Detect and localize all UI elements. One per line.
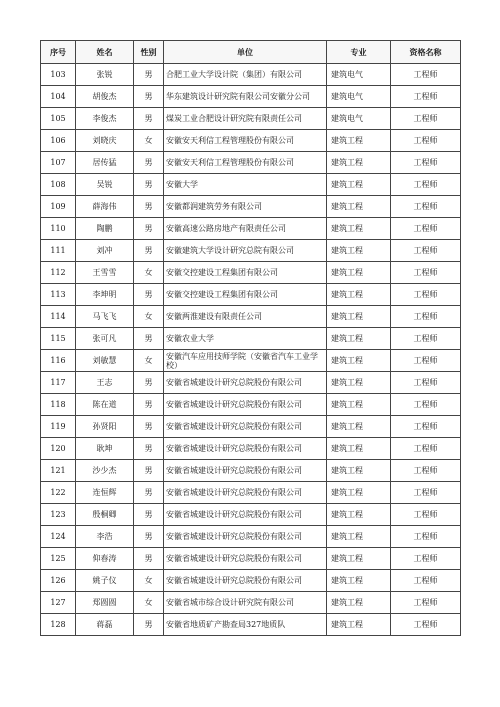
cell-unit: 安徽两淮建设有限责任公司 — [164, 306, 327, 328]
cell-major: 建筑工程 — [327, 504, 391, 526]
cell-major: 建筑工程 — [327, 372, 391, 394]
cell-name: 王雪雪 — [76, 262, 134, 284]
cell-sex: 男 — [134, 482, 164, 504]
table-row — [41, 394, 461, 416]
cell-major: 建筑工程 — [327, 174, 391, 196]
cell-title: 工程师 — [391, 64, 461, 86]
cell-unit: 安徽交控建设工程集团有限公司 — [164, 284, 327, 306]
cell-unit: 安徽交控建设工程集团有限公司 — [164, 262, 327, 284]
cell-major: 建筑工程 — [327, 438, 391, 460]
cell-title: 工程师 — [391, 350, 461, 372]
cell-title: 工程师 — [391, 152, 461, 174]
cell-sex: 男 — [134, 240, 164, 262]
cell-no: 124 — [41, 526, 76, 548]
cell-no: 119 — [41, 416, 76, 438]
cell-name: 连恒辉 — [76, 482, 134, 504]
cell-unit: 安徽安天利信工程管理股份有限公司 — [164, 130, 327, 152]
cell-major: 建筑工程 — [327, 548, 391, 570]
cell-no: 125 — [41, 548, 76, 570]
cell-no: 123 — [41, 504, 76, 526]
cell-major: 建筑工程 — [327, 240, 391, 262]
cell-name: 胡俊杰 — [76, 86, 134, 108]
cell-sex: 女 — [134, 350, 164, 372]
cell-no: 116 — [41, 350, 76, 372]
cell-major: 建筑电气 — [327, 108, 391, 130]
cell-major: 建筑电气 — [327, 64, 391, 86]
table-row — [41, 460, 461, 482]
cell-name: 蒋磊 — [76, 614, 134, 636]
cell-title: 工程师 — [391, 86, 461, 108]
cell-major: 建筑工程 — [327, 306, 391, 328]
cell-sex: 男 — [134, 504, 164, 526]
cell-name: 刘冲 — [76, 240, 134, 262]
cell-no: 122 — [41, 482, 76, 504]
cell-sex: 女 — [134, 570, 164, 592]
cell-sex: 男 — [134, 460, 164, 482]
cell-unit: 安徽省城建设计研究总院股份有限公司 — [164, 504, 327, 526]
cell-title: 工程师 — [391, 218, 461, 240]
table-row — [41, 526, 461, 548]
table-row — [41, 218, 461, 240]
table-row — [41, 64, 461, 86]
table-row — [41, 482, 461, 504]
cell-no: 105 — [41, 108, 76, 130]
cell-unit: 安徽建筑大学设计研究总院有限公司 — [164, 240, 327, 262]
cell-unit: 安徽省城建设计研究总院股份有限公司 — [164, 394, 327, 416]
table-row — [41, 130, 461, 152]
header-unit: 单位 — [164, 41, 327, 64]
table-row — [41, 240, 461, 262]
header-major: 专业 — [327, 41, 391, 64]
cell-unit: 安徽省城建设计研究总院股份有限公司 — [164, 416, 327, 438]
cell-sex: 女 — [134, 306, 164, 328]
cell-title: 工程师 — [391, 394, 461, 416]
cell-sex: 男 — [134, 614, 164, 636]
cell-sex: 男 — [134, 174, 164, 196]
cell-major: 建筑工程 — [327, 350, 391, 372]
cell-major: 建筑工程 — [327, 284, 391, 306]
cell-no: 106 — [41, 130, 76, 152]
cell-name: 马飞飞 — [76, 306, 134, 328]
cell-major: 建筑工程 — [327, 416, 391, 438]
cell-major: 建筑工程 — [327, 152, 391, 174]
cell-major: 建筑工程 — [327, 592, 391, 614]
roster-table — [40, 40, 461, 636]
cell-sex: 男 — [134, 86, 164, 108]
cell-sex: 男 — [134, 218, 164, 240]
cell-no: 117 — [41, 372, 76, 394]
table-header — [41, 41, 461, 64]
cell-unit: 安徽农业大学 — [164, 328, 327, 350]
cell-sex: 男 — [134, 152, 164, 174]
cell-major: 建筑工程 — [327, 460, 391, 482]
cell-unit: 安徽省城市综合设计研究院有限公司 — [164, 592, 327, 614]
cell-title: 工程师 — [391, 526, 461, 548]
cell-title: 工程师 — [391, 504, 461, 526]
cell-unit: 安徽省城建设计研究总院股份有限公司 — [164, 372, 327, 394]
cell-unit: 安徽安天利信工程管理股份有限公司 — [164, 152, 327, 174]
cell-name: 孙贤阳 — [76, 416, 134, 438]
cell-no: 110 — [41, 218, 76, 240]
cell-unit: 安徽汽车应用技师学院（安徽省汽车工业学校） — [164, 350, 327, 372]
table-row — [41, 548, 461, 570]
cell-no: 114 — [41, 306, 76, 328]
cell-name: 刘敏慧 — [76, 350, 134, 372]
cell-title: 工程师 — [391, 372, 461, 394]
cell-name: 耿坤 — [76, 438, 134, 460]
cell-title: 工程师 — [391, 284, 461, 306]
cell-name: 吴锐 — [76, 174, 134, 196]
cell-sex: 男 — [134, 196, 164, 218]
cell-major: 建筑工程 — [327, 196, 391, 218]
cell-name: 陈在道 — [76, 394, 134, 416]
cell-name: 王志 — [76, 372, 134, 394]
cell-sex: 女 — [134, 130, 164, 152]
cell-title: 工程师 — [391, 174, 461, 196]
table-row — [41, 174, 461, 196]
cell-no: 107 — [41, 152, 76, 174]
cell-no: 128 — [41, 614, 76, 636]
cell-title: 工程师 — [391, 570, 461, 592]
header-title: 资格名称 — [391, 41, 461, 64]
cell-title: 工程师 — [391, 614, 461, 636]
cell-title: 工程师 — [391, 548, 461, 570]
cell-name: 郑圆圆 — [76, 592, 134, 614]
table-row — [41, 570, 461, 592]
cell-major: 建筑工程 — [327, 218, 391, 240]
cell-sex: 男 — [134, 416, 164, 438]
cell-sex: 男 — [134, 372, 164, 394]
cell-name: 刘晓庆 — [76, 130, 134, 152]
cell-unit: 安徽省城建设计研究总院股份有限公司 — [164, 526, 327, 548]
cell-title: 工程师 — [391, 328, 461, 350]
cell-major: 建筑工程 — [327, 394, 391, 416]
cell-sex: 女 — [134, 262, 164, 284]
cell-sex: 男 — [134, 548, 164, 570]
cell-major: 建筑工程 — [327, 614, 391, 636]
table-row — [41, 306, 461, 328]
cell-name: 姚子仪 — [76, 570, 134, 592]
header-no: 序号 — [41, 41, 76, 64]
cell-title: 工程师 — [391, 130, 461, 152]
cell-sex: 男 — [134, 328, 164, 350]
cell-no: 112 — [41, 262, 76, 284]
cell-title: 工程师 — [391, 306, 461, 328]
cell-title: 工程师 — [391, 108, 461, 130]
cell-major: 建筑工程 — [327, 262, 391, 284]
header-name: 姓名 — [76, 41, 134, 64]
table-row — [41, 504, 461, 526]
cell-major: 建筑工程 — [327, 570, 391, 592]
cell-no: 109 — [41, 196, 76, 218]
table-row — [41, 86, 461, 108]
cell-no: 121 — [41, 460, 76, 482]
cell-name: 沙少杰 — [76, 460, 134, 482]
cell-sex: 男 — [134, 64, 164, 86]
cell-unit: 安徽高速公路房地产有限责任公司 — [164, 218, 327, 240]
cell-name: 居传猛 — [76, 152, 134, 174]
cell-title: 工程师 — [391, 482, 461, 504]
cell-name: 陶鹏 — [76, 218, 134, 240]
cell-sex: 男 — [134, 394, 164, 416]
cell-name: 仰春涛 — [76, 548, 134, 570]
table-row — [41, 372, 461, 394]
cell-name: 张锐 — [76, 64, 134, 86]
cell-title: 工程师 — [391, 460, 461, 482]
cell-major: 建筑工程 — [327, 482, 391, 504]
cell-sex: 女 — [134, 592, 164, 614]
table-row — [41, 592, 461, 614]
table-row — [41, 328, 461, 350]
cell-no: 104 — [41, 86, 76, 108]
cell-unit: 安徽省城建设计研究总院股份有限公司 — [164, 570, 327, 592]
cell-sex: 男 — [134, 108, 164, 130]
cell-unit: 华东建筑设计研究院有限公司安徽分公司 — [164, 86, 327, 108]
cell-no: 118 — [41, 394, 76, 416]
cell-name: 殷桐卿 — [76, 504, 134, 526]
table-row — [41, 614, 461, 636]
cell-title: 工程师 — [391, 438, 461, 460]
header-sex: 性别 — [134, 41, 164, 64]
cell-no: 113 — [41, 284, 76, 306]
cell-major: 建筑工程 — [327, 526, 391, 548]
header-row — [41, 41, 461, 64]
cell-name: 张可凡 — [76, 328, 134, 350]
cell-unit: 安徽都润建筑劳务有限公司 — [164, 196, 327, 218]
table-row — [41, 438, 461, 460]
cell-sex: 男 — [134, 526, 164, 548]
table-row — [41, 262, 461, 284]
cell-name: 李坤明 — [76, 284, 134, 306]
table-row — [41, 350, 461, 372]
cell-name: 李浩 — [76, 526, 134, 548]
cell-sex: 男 — [134, 284, 164, 306]
cell-title: 工程师 — [391, 240, 461, 262]
cell-unit: 安徽省城建设计研究总院股份有限公司 — [164, 438, 327, 460]
cell-title: 工程师 — [391, 196, 461, 218]
table-row — [41, 196, 461, 218]
cell-major: 建筑工程 — [327, 130, 391, 152]
cell-title: 工程师 — [391, 262, 461, 284]
cell-no: 126 — [41, 570, 76, 592]
cell-no: 108 — [41, 174, 76, 196]
cell-unit: 安徽省城建设计研究总院股份有限公司 — [164, 548, 327, 570]
cell-no: 120 — [41, 438, 76, 460]
cell-major: 建筑电气 — [327, 86, 391, 108]
cell-sex: 男 — [134, 438, 164, 460]
table-row — [41, 416, 461, 438]
cell-unit: 安徽大学 — [164, 174, 327, 196]
cell-unit: 安徽省城建设计研究总院股份有限公司 — [164, 460, 327, 482]
cell-title: 工程师 — [391, 416, 461, 438]
table-row — [41, 284, 461, 306]
table-row — [41, 108, 461, 130]
cell-no: 127 — [41, 592, 76, 614]
cell-no: 115 — [41, 328, 76, 350]
cell-name: 李俊杰 — [76, 108, 134, 130]
table-row — [41, 152, 461, 174]
table-body — [41, 64, 461, 636]
cell-unit: 安徽省地质矿产勘查局327地质队 — [164, 614, 327, 636]
cell-unit: 安徽省城建设计研究总院股份有限公司 — [164, 482, 327, 504]
cell-no: 111 — [41, 240, 76, 262]
cell-unit: 煤炭工业合肥设计研究院有限责任公司 — [164, 108, 327, 130]
cell-title: 工程师 — [391, 592, 461, 614]
cell-unit: 合肥工业大学设计院（集团）有限公司 — [164, 64, 327, 86]
cell-name: 薛海伟 — [76, 196, 134, 218]
cell-major: 建筑工程 — [327, 328, 391, 350]
cell-no: 103 — [41, 64, 76, 86]
